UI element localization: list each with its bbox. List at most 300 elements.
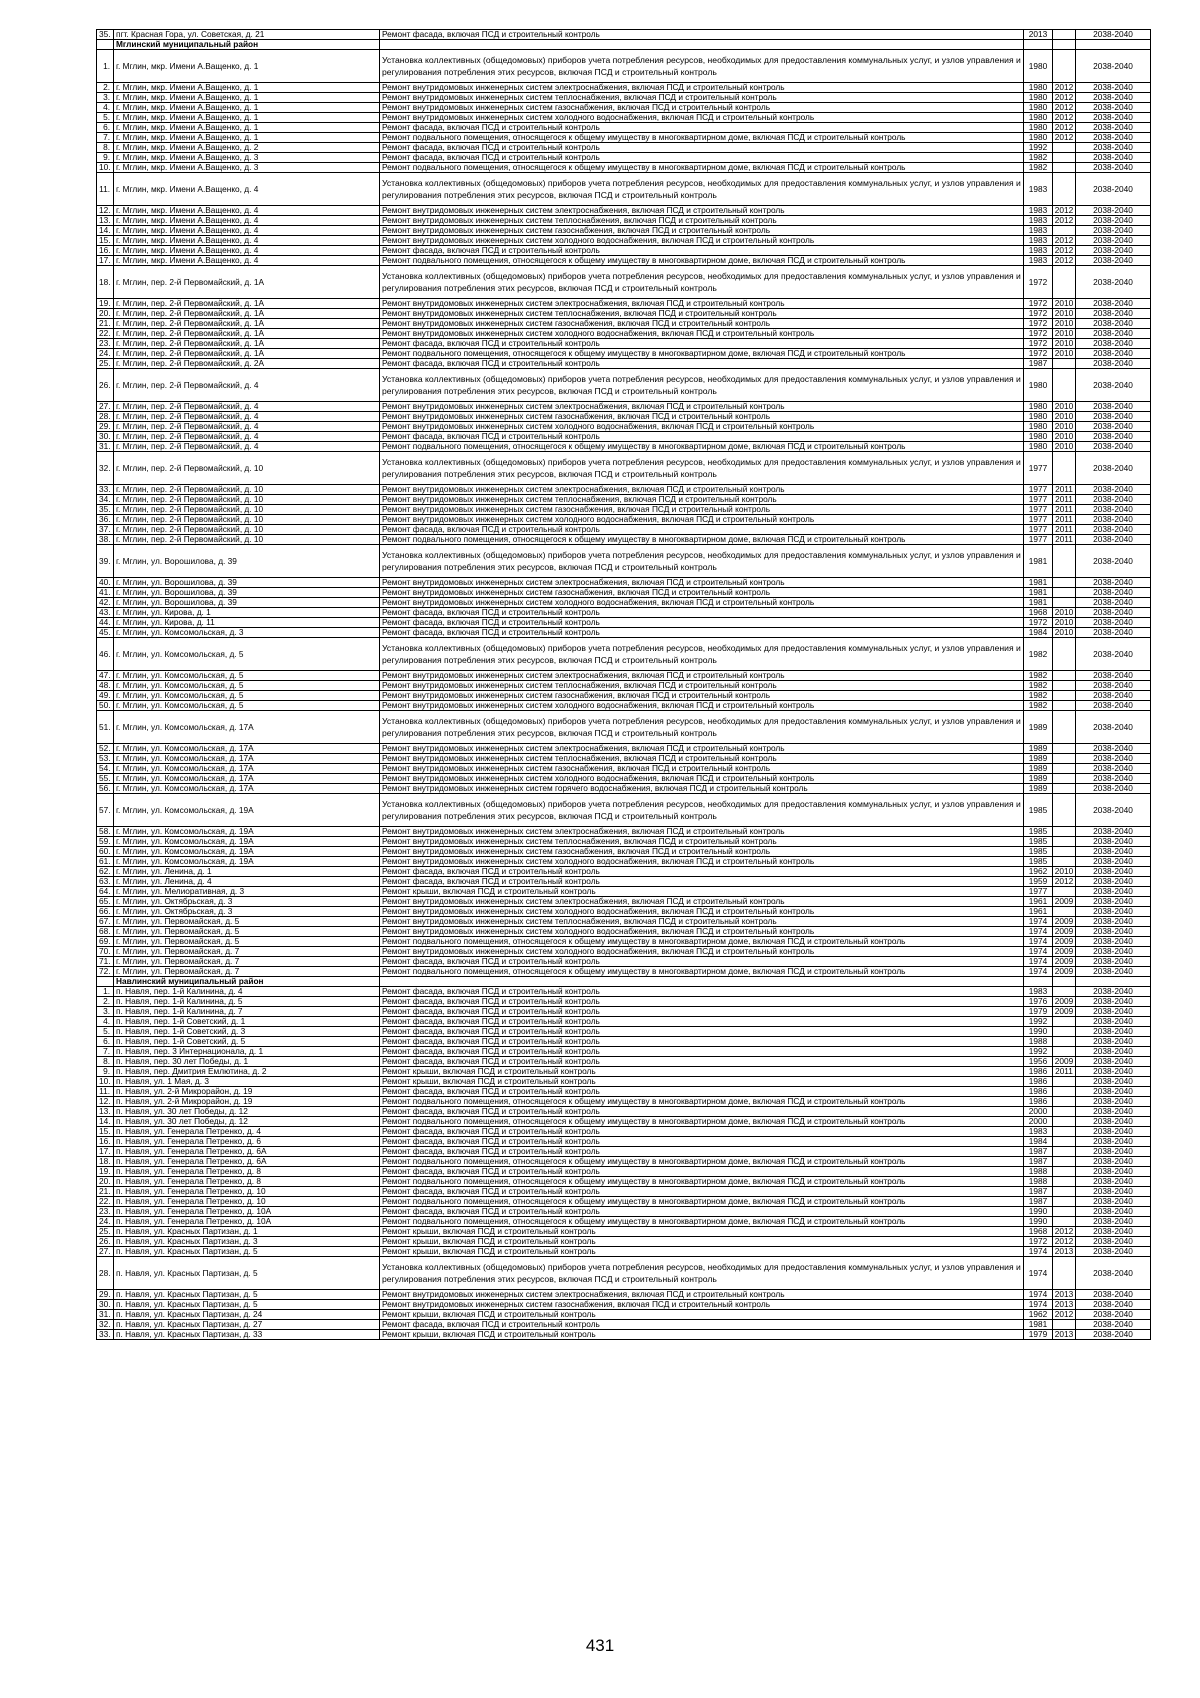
row-number: 46. <box>97 638 114 671</box>
planned-period-cell: 2038-2040 <box>1076 359 1151 369</box>
address-cell: п. Навля, ул. 2-й Микрорайон, д. 19 <box>114 1087 380 1097</box>
build-year-cell: 2000 <box>1024 1117 1053 1127</box>
table-row <box>97 339 1151 349</box>
row-number: 24. <box>97 1217 114 1227</box>
last-repair-year-cell: 2012 <box>1053 216 1076 226</box>
section-empty-cell <box>1053 40 1076 50</box>
planned-period-cell: 2038-2040 <box>1076 123 1151 133</box>
table-row <box>97 711 1151 744</box>
work-type-cell: Ремонт фасада, включая ПСД и строительный контроль <box>380 432 1024 442</box>
planned-period-cell: 2038-2040 <box>1076 1107 1151 1117</box>
work-type-cell: Ремонт фасада, включая ПСД и строительный контроль <box>380 1047 1024 1057</box>
row-number: 6. <box>97 123 114 133</box>
address-cell: г. Мглин, пер. 2-й Первомайский, д. 4 <box>114 432 380 442</box>
work-type-cell: Ремонт фасада, включая ПСД и строительный контроль <box>380 1087 1024 1097</box>
build-year-cell: 1980 <box>1024 133 1053 143</box>
planned-period-cell: 2038-2040 <box>1076 1227 1151 1237</box>
last-repair-year-cell <box>1053 153 1076 163</box>
section-empty-cell <box>1024 977 1053 987</box>
table-row <box>97 701 1151 711</box>
build-year-cell: 1980 <box>1024 412 1053 422</box>
planned-period-cell: 2038-2040 <box>1076 1147 1151 1157</box>
address-cell: г. Мглин, пер. 2-й Первомайский, д. 2А <box>114 359 380 369</box>
table-row <box>97 857 1151 867</box>
work-type-cell: Ремонт внутридомовых инженерных систем горячего водоснабжения, включая ПСД и строительный контроль <box>380 784 1024 794</box>
table-row <box>97 133 1151 143</box>
table-row <box>97 153 1151 163</box>
row-number: 3. <box>97 93 114 103</box>
build-year-cell: 1983 <box>1024 173 1053 206</box>
table-row <box>97 1237 1151 1247</box>
address-cell: г. Мглин, мкр. Имени А.Ващенко, д. 1 <box>114 123 380 133</box>
table-row <box>97 997 1151 1007</box>
last-repair-year-cell: 2009 <box>1053 957 1076 967</box>
planned-period-cell: 2038-2040 <box>1076 947 1151 957</box>
work-type-cell: Ремонт фасада, включая ПСД и строительный контроль <box>380 30 1024 40</box>
build-year-cell: 1981 <box>1024 598 1053 608</box>
planned-period-cell: 2038-2040 <box>1076 442 1151 452</box>
work-type-cell: Ремонт фасада, включая ПСД и строительный контроль <box>380 628 1024 638</box>
build-year-cell: 1977 <box>1024 452 1053 485</box>
last-repair-year-cell: 2012 <box>1053 256 1076 266</box>
last-repair-year-cell <box>1053 1117 1076 1127</box>
work-type-cell: Ремонт внутридомовых инженерных систем холодного водоснабжения, включая ПСД и строительный контроль <box>380 927 1024 937</box>
address-cell: г. Мглин, пер. 2-й Первомайский, д. 1А <box>114 319 380 329</box>
address-cell: г. Мглин, пер. 2-й Первомайский, д. 10 <box>114 485 380 495</box>
build-year-cell: 1972 <box>1024 1237 1053 1247</box>
row-number: 40. <box>97 578 114 588</box>
table-row <box>97 598 1151 608</box>
address-cell: п. Навля, ул. Генерала Петренко, д. 10 <box>114 1187 380 1197</box>
planned-period-cell: 2038-2040 <box>1076 937 1151 947</box>
row-number: 51. <box>97 711 114 744</box>
build-year-cell: 1990 <box>1024 1217 1053 1227</box>
work-type-cell: Ремонт фасада, включая ПСД и строительный контроль <box>380 957 1024 967</box>
row-number: 32. <box>97 452 114 485</box>
address-cell: г. Мглин, пер. 2-й Первомайский, д. 10 <box>114 525 380 535</box>
table-row <box>97 103 1151 113</box>
address-cell: п. Навля, ул. Генерала Петренко, д. 8 <box>114 1167 380 1177</box>
table-row <box>97 897 1151 907</box>
last-repair-year-cell <box>1053 837 1076 847</box>
build-year-cell: 1977 <box>1024 485 1053 495</box>
table-row <box>97 1127 1151 1137</box>
row-number: 1. <box>97 987 114 997</box>
build-year-cell: 1972 <box>1024 266 1053 299</box>
row-number: 27. <box>97 402 114 412</box>
table-row <box>97 30 1151 40</box>
planned-period-cell: 2038-2040 <box>1076 1300 1151 1310</box>
work-type-cell: Ремонт фасада, включая ПСД и строительный контроль <box>380 123 1024 133</box>
row-number: 20. <box>97 309 114 319</box>
address-cell: п. Навля, пер. 1-й Калинина, д. 5 <box>114 997 380 1007</box>
last-repair-year-cell: 2012 <box>1053 236 1076 246</box>
last-repair-year-cell: 2011 <box>1053 535 1076 545</box>
build-year-cell: 1982 <box>1024 681 1053 691</box>
build-year-cell: 1988 <box>1024 1177 1053 1187</box>
row-number: 59. <box>97 837 114 847</box>
table-row <box>97 1117 1151 1127</box>
planned-period-cell: 2038-2040 <box>1076 608 1151 618</box>
build-year-cell: 1988 <box>1024 1167 1053 1177</box>
row-number: 13. <box>97 1107 114 1117</box>
table-row <box>97 1147 1151 1157</box>
address-cell: п. Навля, пер. 1-й Советский, д. 3 <box>114 1027 380 1037</box>
work-type-cell: Ремонт фасада, включая ПСД и строительный контроль <box>380 1167 1024 1177</box>
build-year-cell: 1983 <box>1024 206 1053 216</box>
row-number: 24. <box>97 349 114 359</box>
row-number: 10. <box>97 1077 114 1087</box>
build-year-cell: 1987 <box>1024 1187 1053 1197</box>
last-repair-year-cell <box>1053 30 1076 40</box>
last-repair-year-cell: 2009 <box>1053 997 1076 1007</box>
table-row <box>97 1197 1151 1207</box>
section-number-cell <box>97 40 114 50</box>
row-number: 32. <box>97 1320 114 1330</box>
work-type-cell: Установка коллективных (общедомовых) приборов учета потребления ресурсов, необходимых для предоставления коммунальных услуг, и узлов управления и регулирования потребления этих ресурсов, включая ПСД и строительный контроль <box>380 545 1024 578</box>
planned-period-cell: 2038-2040 <box>1076 1047 1151 1057</box>
address-cell: п. Навля, ул. Красных Партизан, д. 3 <box>114 1237 380 1247</box>
row-number: 9. <box>97 1067 114 1077</box>
address-cell: п. Навля, ул. Красных Партизан, д. 5 <box>114 1300 380 1310</box>
table-row <box>97 1217 1151 1227</box>
address-cell: п. Навля, ул. Красных Партизан, д. 24 <box>114 1310 380 1320</box>
planned-period-cell: 2038-2040 <box>1076 1197 1151 1207</box>
work-type-cell: Ремонт внутридомовых инженерных систем электроснабжения, включая ПСД и строительный контроль <box>380 1290 1024 1300</box>
work-type-cell: Ремонт подвального помещения, относящегося к общему имуществу в многоквартирном доме, включая ПСД и строительный контроль <box>380 133 1024 143</box>
address-cell: г. Мглин, пер. 2-й Первомайский, д. 1А <box>114 349 380 359</box>
planned-period-cell: 2038-2040 <box>1076 1067 1151 1077</box>
address-cell: г. Мглин, пер. 2-й Первомайский, д. 10 <box>114 495 380 505</box>
table-row <box>97 299 1151 309</box>
work-type-cell: Ремонт фасада, включая ПСД и строительный контроль <box>380 618 1024 628</box>
row-number: 23. <box>97 1207 114 1217</box>
planned-period-cell: 2038-2040 <box>1076 638 1151 671</box>
table-row <box>97 236 1151 246</box>
planned-period-cell: 2038-2040 <box>1076 1290 1151 1300</box>
section-number-cell <box>97 977 114 987</box>
row-number: 10. <box>97 163 114 173</box>
last-repair-year-cell <box>1053 701 1076 711</box>
work-type-cell: Ремонт подвального помещения, относящегося к общему имуществу в многоквартирном доме, включая ПСД и строительный контроль <box>380 163 1024 173</box>
section-title: Мглинский муниципальный район <box>114 40 380 50</box>
planned-period-cell: 2038-2040 <box>1076 495 1151 505</box>
table-row <box>97 628 1151 638</box>
work-type-cell: Ремонт внутридомовых инженерных систем электроснабжения, включая ПСД и строительный контроль <box>380 578 1024 588</box>
address-cell: г. Мглин, пер. 2-й Первомайский, д. 10 <box>114 505 380 515</box>
row-number: 12. <box>97 206 114 216</box>
last-repair-year-cell: 2012 <box>1053 1227 1076 1237</box>
work-type-cell: Ремонт фасада, включая ПСД и строительный контроль <box>380 339 1024 349</box>
row-number: 36. <box>97 515 114 525</box>
work-type-cell: Ремонт внутридомовых инженерных систем газоснабжения, включая ПСД и строительный контроль <box>380 412 1024 422</box>
last-repair-year-cell: 2012 <box>1053 123 1076 133</box>
build-year-cell: 1992 <box>1024 143 1053 153</box>
last-repair-year-cell: 2013 <box>1053 1330 1076 1340</box>
last-repair-year-cell: 2010 <box>1053 299 1076 309</box>
work-type-cell: Ремонт фасада, включая ПСД и строительный контроль <box>380 1137 1024 1147</box>
build-year-cell: 1992 <box>1024 1047 1053 1057</box>
work-type-cell: Ремонт подвального помещения, относящегося к общему имуществу в многоквартирном доме, включая ПСД и строительный контроль <box>380 1117 1024 1127</box>
last-repair-year-cell <box>1053 764 1076 774</box>
table-row <box>97 1007 1151 1017</box>
work-type-cell: Ремонт подвального помещения, относящегося к общему имуществу в многоквартирном доме, включая ПСД и строительный контроль <box>380 1197 1024 1207</box>
table-row <box>97 505 1151 515</box>
table-row <box>97 671 1151 681</box>
last-repair-year-cell <box>1053 1077 1076 1087</box>
last-repair-year-cell <box>1053 774 1076 784</box>
address-cell: г. Мглин, мкр. Имени А.Ващенко, д. 4 <box>114 206 380 216</box>
address-cell: г. Мглин, ул. Октябрьская, д. 3 <box>114 907 380 917</box>
build-year-cell: 1961 <box>1024 907 1053 917</box>
planned-period-cell: 2038-2040 <box>1076 711 1151 744</box>
last-repair-year-cell <box>1053 359 1076 369</box>
table-row <box>97 1157 1151 1167</box>
build-year-cell: 1986 <box>1024 1067 1053 1077</box>
row-number: 2. <box>97 997 114 1007</box>
build-year-cell: 1974 <box>1024 1300 1053 1310</box>
planned-period-cell: 2038-2040 <box>1076 525 1151 535</box>
last-repair-year-cell: 2011 <box>1053 515 1076 525</box>
row-number: 11. <box>97 173 114 206</box>
address-cell: п. Навля, ул. Красных Партизан, д. 27 <box>114 1320 380 1330</box>
last-repair-year-cell <box>1053 50 1076 83</box>
table-row <box>97 1290 1151 1300</box>
table-row <box>97 784 1151 794</box>
planned-period-cell: 2038-2040 <box>1076 1187 1151 1197</box>
address-cell: г. Мглин, мкр. Имени А.Ващенко, д. 4 <box>114 236 380 246</box>
address-cell: г. Мглин, мкр. Имени А.Ващенко, д. 1 <box>114 103 380 113</box>
address-cell: г. Мглин, пер. 2-й Первомайский, д. 1А <box>114 309 380 319</box>
table-row <box>97 1107 1151 1117</box>
row-number: 29. <box>97 422 114 432</box>
build-year-cell: 1977 <box>1024 505 1053 515</box>
build-year-cell: 1987 <box>1024 359 1053 369</box>
work-type-cell: Ремонт крыши, включая ПСД и строительный контроль <box>380 1067 1024 1077</box>
last-repair-year-cell: 2013 <box>1053 1290 1076 1300</box>
last-repair-year-cell <box>1053 452 1076 485</box>
planned-period-cell: 2038-2040 <box>1076 927 1151 937</box>
work-type-cell: Ремонт внутридомовых инженерных систем холодного водоснабжения, включая ПСД и строительный контроль <box>380 907 1024 917</box>
build-year-cell: 1984 <box>1024 1137 1053 1147</box>
table-row <box>97 266 1151 299</box>
planned-period-cell: 2038-2040 <box>1076 535 1151 545</box>
table-row <box>97 618 1151 628</box>
work-type-cell: Ремонт внутридомовых инженерных систем газоснабжения, включая ПСД и строительный контроль <box>380 226 1024 236</box>
table-row <box>97 216 1151 226</box>
address-cell: г. Мглин, пер. 2-й Первомайский, д. 4 <box>114 442 380 452</box>
build-year-cell: 1972 <box>1024 339 1053 349</box>
row-number: 49. <box>97 691 114 701</box>
build-year-cell: 1983 <box>1024 1127 1053 1137</box>
address-cell: г. Мглин, ул. Первомайская, д. 7 <box>114 957 380 967</box>
build-year-cell: 1974 <box>1024 1257 1053 1290</box>
build-year-cell: 1972 <box>1024 299 1053 309</box>
work-type-cell: Ремонт внутридомовых инженерных систем электроснабжения, включая ПСД и строительный контроль <box>380 744 1024 754</box>
build-year-cell: 1974 <box>1024 967 1053 977</box>
address-cell: г. Мглин, мкр. Имени А.Ващенко, д. 3 <box>114 163 380 173</box>
build-year-cell: 1981 <box>1024 588 1053 598</box>
row-number: 8. <box>97 143 114 153</box>
section-empty-cell <box>1053 977 1076 987</box>
work-type-cell: Ремонт фасада, включая ПСД и строительный контроль <box>380 1007 1024 1017</box>
table-row <box>97 1300 1151 1310</box>
build-year-cell: 1983 <box>1024 256 1053 266</box>
address-cell: г. Мглин, ул. Первомайская, д. 7 <box>114 947 380 957</box>
table-row <box>97 50 1151 83</box>
last-repair-year-cell <box>1053 1107 1076 1117</box>
planned-period-cell: 2038-2040 <box>1076 93 1151 103</box>
build-year-cell: 1987 <box>1024 1147 1053 1157</box>
build-year-cell: 1962 <box>1024 1310 1053 1320</box>
address-cell: г. Мглин, ул. Комсомольская, д. 5 <box>114 671 380 681</box>
last-repair-year-cell <box>1053 598 1076 608</box>
table-row <box>97 309 1151 319</box>
build-year-cell: 1980 <box>1024 93 1053 103</box>
work-type-cell: Ремонт фасада, включая ПСД и строительный контроль <box>380 1127 1024 1137</box>
row-number: 12. <box>97 1097 114 1107</box>
work-type-cell: Ремонт внутридомовых инженерных систем электроснабжения, включая ПСД и строительный контроль <box>380 299 1024 309</box>
last-repair-year-cell: 2010 <box>1053 402 1076 412</box>
work-type-cell: Ремонт фасада, включая ПСД и строительный контроль <box>380 359 1024 369</box>
work-type-cell: Установка коллективных (общедомовых) приборов учета потребления ресурсов, необходимых для предоставления коммунальных услуг, и узлов управления и регулирования потребления этих ресурсов, включая ПСД и строительный контроль <box>380 173 1024 206</box>
work-type-cell: Ремонт внутридомовых инженерных систем газоснабжения, включая ПСД и строительный контроль <box>380 103 1024 113</box>
last-repair-year-cell: 2013 <box>1053 1300 1076 1310</box>
work-type-cell: Ремонт внутридомовых инженерных систем холодного водоснабжения, включая ПСД и строительный контроль <box>380 857 1024 867</box>
table-row <box>97 246 1151 256</box>
address-cell: г. Мглин, ул. Кирова, д. 11 <box>114 618 380 628</box>
last-repair-year-cell: 2011 <box>1053 525 1076 535</box>
planned-period-cell: 2038-2040 <box>1076 133 1151 143</box>
last-repair-year-cell: 2012 <box>1053 113 1076 123</box>
table-row <box>97 402 1151 412</box>
last-repair-year-cell <box>1053 1207 1076 1217</box>
planned-period-cell: 2038-2040 <box>1076 628 1151 638</box>
planned-period-cell: 2038-2040 <box>1076 917 1151 927</box>
last-repair-year-cell: 2012 <box>1053 83 1076 93</box>
build-year-cell: 1974 <box>1024 1247 1053 1257</box>
planned-period-cell: 2038-2040 <box>1076 1077 1151 1087</box>
address-cell: г. Мглин, пер. 2-й Первомайский, д. 1А <box>114 329 380 339</box>
table-row <box>97 515 1151 525</box>
planned-period-cell: 2038-2040 <box>1076 1057 1151 1067</box>
planned-period-cell: 2038-2040 <box>1076 754 1151 764</box>
work-type-cell: Ремонт внутридомовых инженерных систем электроснабжения, включая ПСД и строительный контроль <box>380 897 1024 907</box>
address-cell: г. Мглин, ул. Комсомольская, д. 19А <box>114 847 380 857</box>
row-number: 9. <box>97 153 114 163</box>
row-number: 20. <box>97 1177 114 1187</box>
planned-period-cell: 2038-2040 <box>1076 143 1151 153</box>
address-cell: г. Мглин, мкр. Имени А.Ващенко, д. 4 <box>114 256 380 266</box>
row-number: 58. <box>97 827 114 837</box>
planned-period-cell: 2038-2040 <box>1076 113 1151 123</box>
planned-period-cell: 2038-2040 <box>1076 1237 1151 1247</box>
row-number: 31. <box>97 1310 114 1320</box>
build-year-cell: 1982 <box>1024 701 1053 711</box>
build-year-cell: 1974 <box>1024 917 1053 927</box>
row-number: 21. <box>97 319 114 329</box>
work-type-cell: Ремонт внутридомовых инженерных систем холодного водоснабжения, включая ПСД и строительный контроль <box>380 598 1024 608</box>
planned-period-cell: 2038-2040 <box>1076 1310 1151 1320</box>
address-cell: г. Мглин, мкр. Имени А.Ващенко, д. 1 <box>114 93 380 103</box>
row-number: 53. <box>97 754 114 764</box>
work-type-cell: Ремонт внутридомовых инженерных систем газоснабжения, включая ПСД и строительный контроль <box>380 847 1024 857</box>
address-cell: г. Мглин, ул. Комсомольская, д. 17А <box>114 754 380 764</box>
row-number: 35. <box>97 30 114 40</box>
planned-period-cell: 2038-2040 <box>1076 256 1151 266</box>
work-type-cell: Ремонт внутридомовых инженерных систем холодного водоснабжения, включая ПСД и строительный контроль <box>380 701 1024 711</box>
table-row <box>97 887 1151 897</box>
planned-period-cell: 2038-2040 <box>1076 1117 1151 1127</box>
table-row <box>97 1047 1151 1057</box>
row-number: 30. <box>97 432 114 442</box>
address-cell: г. Мглин, ул. Комсомольская, д. 5 <box>114 701 380 711</box>
address-cell: г. Мглин, мкр. Имени А.Ващенко, д. 4 <box>114 246 380 256</box>
planned-period-cell: 2038-2040 <box>1076 827 1151 837</box>
work-type-cell: Ремонт внутридомовых инженерных систем электроснабжения, включая ПСД и строительный контроль <box>380 402 1024 412</box>
work-type-cell: Ремонт внутридомовых инженерных систем теплоснабжения, включая ПСД и строительный контроль <box>380 837 1024 847</box>
address-cell: п. Навля, ул. 30 лет Победы, д. 12 <box>114 1107 380 1117</box>
work-type-cell: Установка коллективных (общедомовых) приборов учета потребления ресурсов, необходимых для предоставления коммунальных услуг, и узлов управления и регулирования потребления этих ресурсов, включая ПСД и строительный контроль <box>380 452 1024 485</box>
planned-period-cell: 2038-2040 <box>1076 1017 1151 1027</box>
section-header-row <box>97 40 1151 50</box>
table-row <box>97 83 1151 93</box>
row-number: 71. <box>97 957 114 967</box>
row-number: 30. <box>97 1300 114 1310</box>
row-number: 14. <box>97 226 114 236</box>
last-repair-year-cell: 2009 <box>1053 897 1076 907</box>
address-cell: г. Мглин, мкр. Имени А.Ващенко, д. 4 <box>114 173 380 206</box>
work-type-cell: Ремонт фасада, включая ПСД и строительный контроль <box>380 877 1024 887</box>
build-year-cell: 1972 <box>1024 319 1053 329</box>
work-type-cell: Ремонт подвального помещения, относящегося к общему имуществу в многоквартирном доме, включая ПСД и строительный контроль <box>380 256 1024 266</box>
address-cell: г. Мглин, ул. Первомайская, д. 5 <box>114 937 380 947</box>
row-number: 29. <box>97 1290 114 1300</box>
address-cell: г. Мглин, пер. 2-й Первомайский, д. 10 <box>114 452 380 485</box>
last-repair-year-cell: 2011 <box>1053 505 1076 515</box>
row-number: 19. <box>97 1167 114 1177</box>
planned-period-cell: 2038-2040 <box>1076 618 1151 628</box>
last-repair-year-cell <box>1053 173 1076 206</box>
address-cell: г. Мглин, пер. 2-й Первомайский, д. 10 <box>114 515 380 525</box>
build-year-cell: 1980 <box>1024 432 1053 442</box>
address-cell: г. Мглин, ул. Комсомольская, д. 5 <box>114 638 380 671</box>
build-year-cell: 1977 <box>1024 515 1053 525</box>
last-repair-year-cell <box>1053 1127 1076 1137</box>
table-row <box>97 123 1151 133</box>
planned-period-cell: 2038-2040 <box>1076 216 1151 226</box>
table-row <box>97 1087 1151 1097</box>
last-repair-year-cell: 2009 <box>1053 1007 1076 1017</box>
work-type-cell: Ремонт подвального помещения, относящегося к общему имуществу в многоквартирном доме, включая ПСД и строительный контроль <box>380 535 1024 545</box>
row-number: 16. <box>97 246 114 256</box>
planned-period-cell: 2038-2040 <box>1076 837 1151 847</box>
section-empty-cell <box>380 977 1024 987</box>
build-year-cell: 1984 <box>1024 628 1053 638</box>
row-number: 69. <box>97 937 114 947</box>
address-cell: г. Мглин, ул. Комсомольская, д. 17А <box>114 764 380 774</box>
work-type-cell: Ремонт внутридомовых инженерных систем холодного водоснабжения, включая ПСД и строительный контроль <box>380 422 1024 432</box>
build-year-cell: 1977 <box>1024 535 1053 545</box>
last-repair-year-cell: 2010 <box>1053 412 1076 422</box>
table-row <box>97 1077 1151 1087</box>
row-number: 47. <box>97 671 114 681</box>
last-repair-year-cell: 2010 <box>1053 628 1076 638</box>
table-row <box>97 754 1151 764</box>
last-repair-year-cell <box>1053 588 1076 598</box>
planned-period-cell: 2038-2040 <box>1076 246 1151 256</box>
row-number: 45. <box>97 628 114 638</box>
